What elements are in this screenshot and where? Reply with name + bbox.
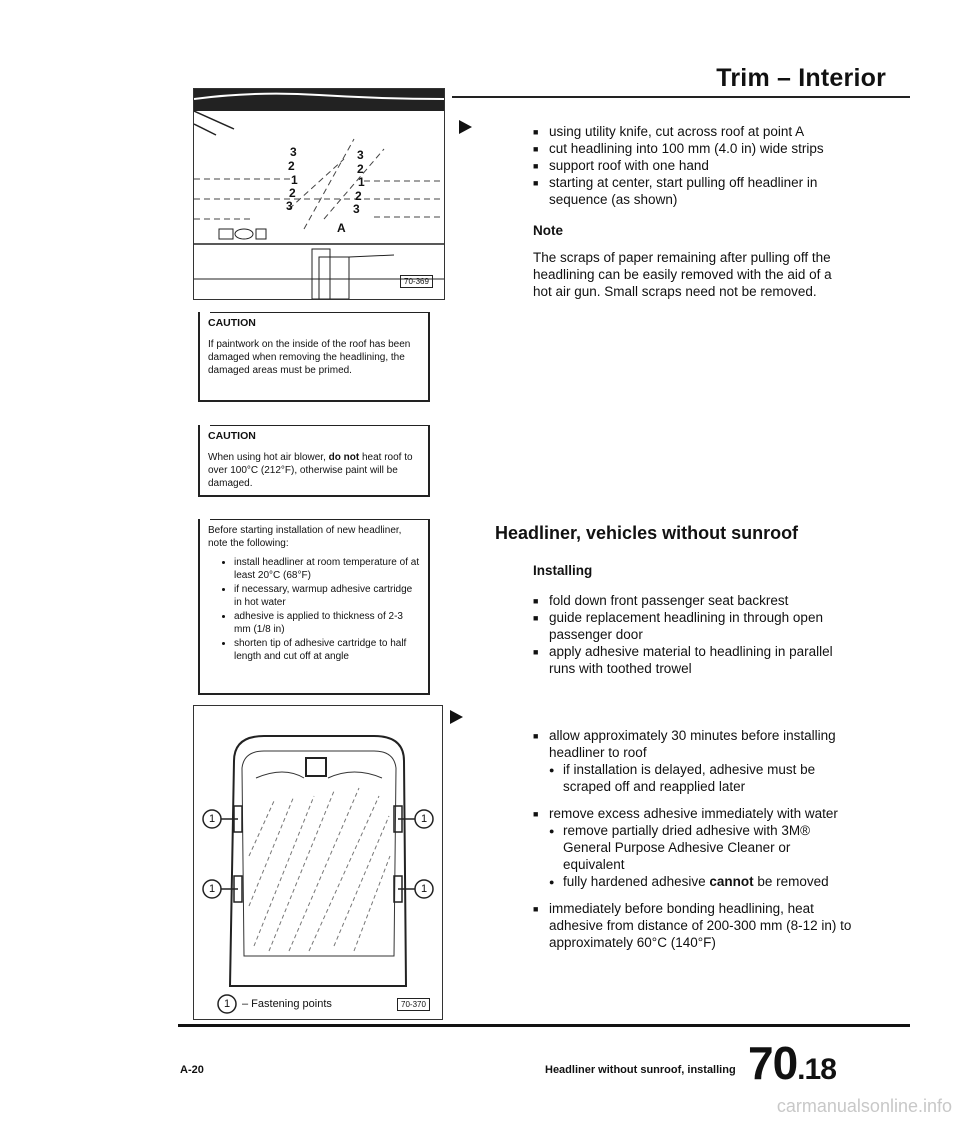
- installation-note-box: [198, 519, 430, 695]
- note-intro: Before starting installation of new headliner, note the following:: [208, 525, 402, 549]
- sequence-label: 2: [355, 189, 362, 203]
- list-item: ■ using utility knife, cut across roof at point A: [533, 123, 843, 140]
- sequence-label: 1: [358, 175, 365, 189]
- caution-text: If paintwork on the inside of the roof has been damaged when removing the headlining, the damaged areas must be primed.: [208, 339, 411, 376]
- header-rule: [452, 96, 910, 98]
- list-item: • install headliner at room temperature of at least 20°C (68°F): [234, 556, 420, 582]
- roof-removal-figure: [193, 88, 445, 300]
- list-item: ■ cut headlining into 100 mm (4.0 in) wide strips: [533, 140, 843, 157]
- callout-number: 1: [208, 883, 216, 895]
- watermark: carmanualsonline.info: [776, 1096, 952, 1116]
- caution-title: CAUTION: [208, 317, 256, 329]
- list-item: • adhesive is applied to thickness of 2-3 mm (1/8 in): [234, 610, 420, 636]
- sub-list-item: ● if installation is delayed, adhesive must be scraped off and reapplied later: [549, 761, 853, 795]
- sequence-label: 2: [288, 159, 295, 173]
- list-item: • shorten tip of adhesive cartridge to half length and cut off at angle: [234, 637, 420, 663]
- bonding-steps: [533, 727, 853, 951]
- arrow-marker-icon: [459, 120, 472, 134]
- sequence-label: 2: [357, 162, 364, 176]
- note-title: Note: [533, 223, 563, 238]
- page-title: Trim – Interior: [716, 64, 886, 92]
- fastening-points-figure: [193, 705, 443, 1020]
- sub-list-item: ● remove partially dried adhesive with 3M® General Purpose Adhesive Cleaner or equivalent: [549, 822, 853, 873]
- arrow-marker-icon: [450, 710, 463, 724]
- sequence-label: 2: [289, 186, 296, 200]
- section-heading: Headliner, vehicles without sunroof: [495, 523, 799, 543]
- roof-removal-illustration: [194, 89, 444, 299]
- list-item: ■ allow approximately 30 minutes before installing headliner to roof ● if installation is delayed, adhesive must be scraped off and reapplied later: [533, 727, 853, 795]
- installing-steps: [533, 592, 853, 677]
- sub-list-item: ● fully hardened adhesive cannot be removed: [549, 873, 853, 890]
- sequence-label: 3: [353, 202, 360, 216]
- legend-callout-number: 1: [223, 998, 231, 1010]
- section-number: 70.18: [748, 1037, 836, 1089]
- note-text: The scraps of paper remaining after pulling off the headlining can be easily removed with the aid of a hot air gun. Small scraps need not be removed.: [533, 250, 832, 299]
- callout-number: 1: [420, 813, 428, 825]
- point-a-label: A: [337, 221, 346, 235]
- figure-id: 70-370: [397, 998, 430, 1011]
- section-subheading: Installing: [533, 563, 593, 578]
- caution-box-primer: [198, 312, 430, 402]
- list-item: ■ apply adhesive material to headlining in parallel runs with toothed trowel: [533, 643, 853, 677]
- caution-text: When using hot air blower, do not heat roof to over 100°C (212°F), otherwise paint will be damaged.: [208, 452, 413, 489]
- list-item: ■ immediately before bonding headlining, heat adhesive from distance of 200-300 mm (8-12 in) to approximately 60°C (140°F): [533, 900, 853, 951]
- removal-steps: [533, 123, 843, 300]
- roof-fastening-illustration: [194, 706, 442, 1019]
- footer-rule: [178, 1024, 910, 1027]
- page-reference: A-20: [180, 1064, 204, 1076]
- figure-legend: – Fastening points: [242, 998, 332, 1010]
- callout-number: 1: [420, 883, 428, 895]
- caution-box-heat: [198, 425, 430, 497]
- note-list: [208, 556, 420, 663]
- list-item: ■ guide replacement headlining in through open passenger door: [533, 609, 853, 643]
- list-item: ■ support roof with one hand: [533, 157, 843, 174]
- footer-label: Headliner without sunroof, installing: [545, 1064, 736, 1076]
- caution-title: CAUTION: [208, 430, 256, 442]
- figure-id: 70-369: [400, 275, 433, 288]
- list-item: ■ fold down front passenger seat backrest: [533, 592, 853, 609]
- list-item: ■ starting at center, start pulling off headliner in sequence (as shown): [533, 174, 843, 208]
- list-item: • if necessary, warmup adhesive cartridge in hot water: [234, 583, 420, 609]
- sequence-label: 3: [290, 145, 297, 159]
- sequence-label: 1: [291, 173, 298, 187]
- list-item: ■ remove excess adhesive immediately with water ● remove partially dried adhesive with 3M® General Purpose Adhesive Cleaner or equivalent ● fully hardened adhesive cannot be removed: [533, 805, 853, 890]
- sequence-label: 3: [357, 148, 364, 162]
- sequence-label: 3: [286, 199, 293, 213]
- callout-number: 1: [208, 813, 216, 825]
